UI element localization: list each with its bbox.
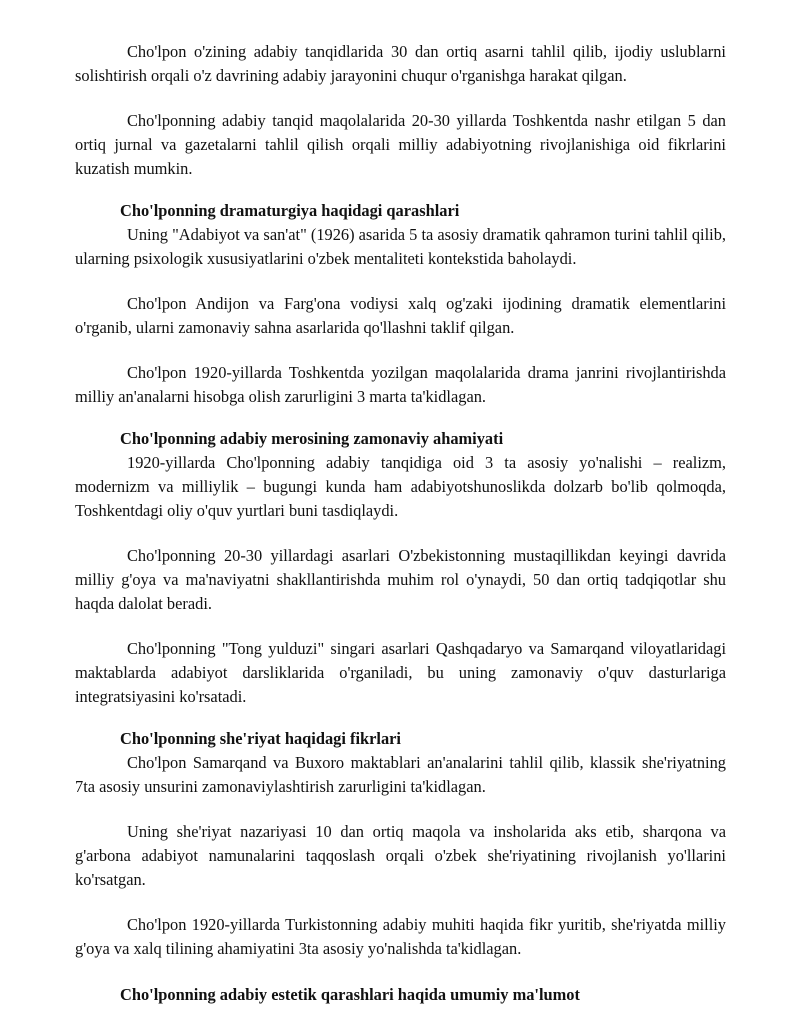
intro-paragraph-1: Cho'lpon o'zining adabiy tanqidlarida 30 dan ortiq asarni tahlil qilib, ijodiy uslublarni solishtirish orqali o'z davrining adabiy jarayonini chuqur o'rganishga harakat qilgan.: [75, 42, 726, 85]
section-paragraph: Cho'lponning 20-30 yillardagi asarlari O'zbekistonning mustaqillikdan keyingi davrida milliy g'oya va ma'naviyatni shakllantirishda muhim rol o'ynaydi, 50 dan ortiq tadqiqotlar shu haqda dalolat beradi.: [75, 546, 726, 613]
section-aesthetics: [75, 983, 726, 1007]
section-heading: Cho'lponning she'riyat haqidagi fikrlari: [120, 729, 401, 748]
section-paragraph: Cho'lpon 1920-yillarda Turkistonning adabiy muhiti haqida fikr yuritib, she'riyatda milliy g'oya va xalq tilining ahamiyatini 3ta asosiy yo'nalishda ta'kidlagan.: [75, 915, 726, 958]
section-paragraph: Uning "Adabiyot va san'at" (1926) asarida 5 ta asosiy dramatik qahramon turini tahlil qilib, ularning psixologik xususiyatlarini o'zbek mentaliteti kontekstida baholaydi.: [75, 225, 726, 268]
section-paragraph: Cho'lponning "Tong yulduzi" singari asarlari Qashqadaryo va Samarqand viloyatlaridagi maktablarda adabiyot darsliklarida o'rganiladi, bu uning zamonaviy o'quv dasturlariga integratsiyasini ko'rsatadi.: [75, 639, 726, 706]
section-heading: Cho'lponning adabiy estetik qarashlari haqida umumiy ma'lumot: [120, 985, 580, 1004]
section-legacy: [75, 427, 726, 709]
section-paragraph: Uning she'riyat nazariyasi 10 dan ortiq maqola va insholarida aks etib, sharqona va g'arbona adabiyot namunalarini taqqoslash orqali o'zbek she'riyatining rivojlanish yo'llarini ko'rsatgan.: [75, 822, 726, 889]
intro-paragraph-2: Cho'lponning adabiy tanqid maqolalarida 20-30 yillarda Toshkentda nashr etilgan 5 dan ortiq jurnal va gazetalarni tahlil qilish orqali milliy adabiyotning rivojlanishiga oid fikrlarini kuzatish mumkin.: [75, 111, 726, 178]
section-heading: Cho'lponning dramaturgiya haqidagi qarashlari: [120, 201, 460, 220]
section-poetry: [75, 727, 726, 961]
section-paragraph: Cho'lpon 1920-yillarda Toshkentda yozilgan maqolalarida drama janrini rivojlantirishda milliy an'analarni hisobga olish zarurligini 3 marta ta'kidlagan.: [75, 363, 726, 406]
section-paragraph: Cho'lpon Samarqand va Buxoro maktablari an'analarini tahlil qilib, klassik she'riyatning 7ta asosiy unsurini zamonaviylashtirish zarurligini ta'kidlagan.: [75, 753, 726, 796]
section-paragraph: Cho'lpon Andijon va Farg'ona vodiysi xalq og'zaki ijodining dramatik elementlarini o'rganib, ularni zamonaviy sahna asarlarida qo'llashni taklif qilgan.: [75, 294, 726, 337]
section-heading: Cho'lponning adabiy merosining zamonaviy ahamiyati: [120, 429, 504, 448]
section-paragraph: 1920-yillarda Cho'lponning adabiy tanqidiga oid 3 ta asosiy yo'nalishi – realizm, modernizm va milliylik – bugungi kunda ham adabiyotshunoslikda dolzarb bo'lib qolmoqda, Toshkentdagi oliy o'quv yurtlari buni tasdiqlaydi.: [75, 453, 726, 520]
section-dramaturgy: [75, 199, 726, 409]
document-page: [75, 40, 726, 1007]
